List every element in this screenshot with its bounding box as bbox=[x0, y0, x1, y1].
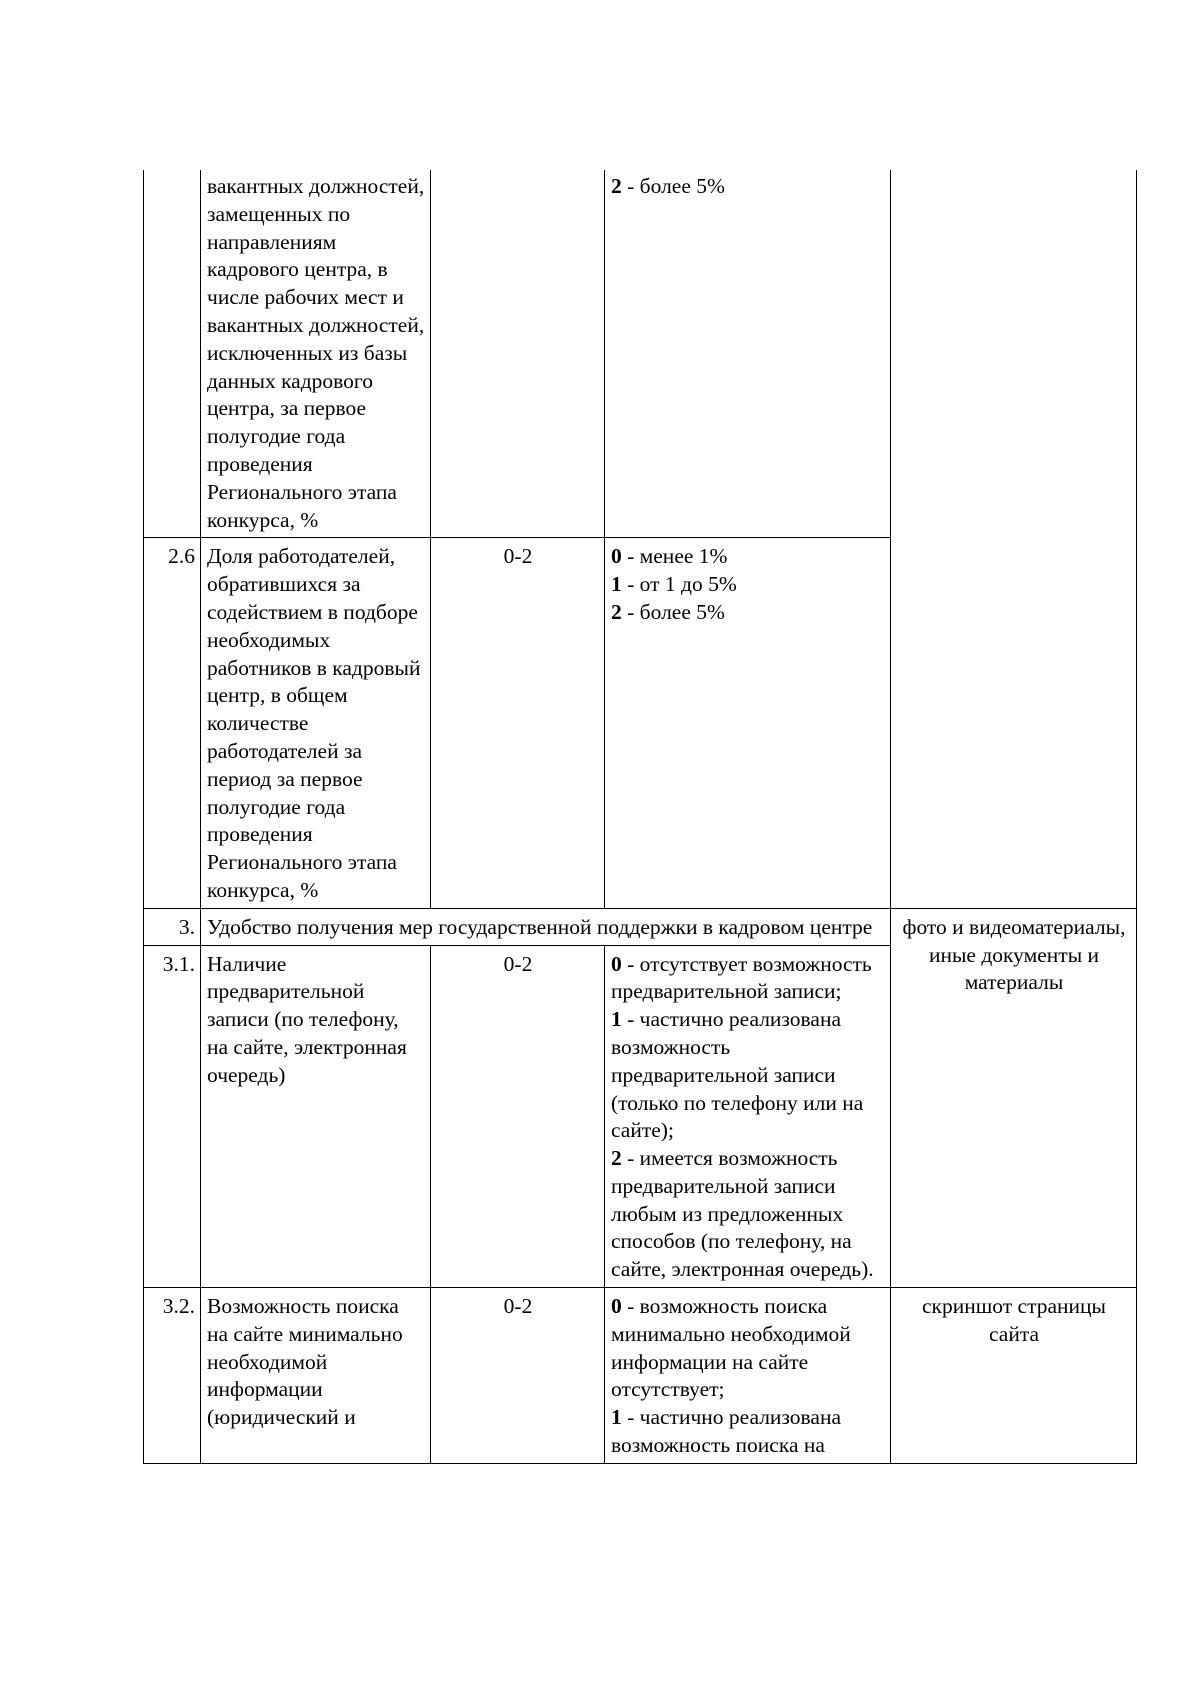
score-value: 0 bbox=[611, 544, 622, 569]
evidence-cell bbox=[891, 170, 1137, 908]
score-value: 1 bbox=[611, 572, 622, 597]
score-value: 0 bbox=[611, 1294, 622, 1319]
score-description: - возможность поиска минимально необходимой информации на сайте отсутствует; bbox=[611, 1294, 851, 1402]
criteria-table bbox=[143, 170, 1137, 1464]
scale-cell bbox=[605, 1288, 891, 1464]
scale-cell bbox=[605, 945, 891, 1288]
scale-line bbox=[611, 1145, 885, 1284]
range-cell bbox=[431, 170, 605, 538]
table-row bbox=[144, 1288, 1137, 1464]
row-number-cell: 3. bbox=[144, 908, 201, 945]
score-value: 2 bbox=[611, 599, 622, 624]
scale-line bbox=[611, 571, 885, 599]
score-description: - частично реализована возможность предварительной записи (только по телефону или на сайте); bbox=[611, 1007, 864, 1143]
scale-cell bbox=[605, 170, 891, 538]
score-value: 2 bbox=[611, 174, 622, 198]
scale-line bbox=[611, 1293, 885, 1404]
row-number-cell: 2.6 bbox=[144, 538, 201, 908]
score-value: 1 bbox=[611, 1007, 622, 1032]
score-description: - более 5% bbox=[621, 599, 725, 624]
section-row bbox=[144, 908, 1137, 945]
range-cell: 0-2 bbox=[431, 538, 605, 908]
scale-line bbox=[611, 1006, 885, 1145]
row-number-cell: 3.2. bbox=[144, 1288, 201, 1464]
scale-line bbox=[611, 1404, 885, 1460]
score-value: 0 bbox=[611, 951, 622, 976]
score-description: - от 1 до 5% bbox=[621, 572, 737, 597]
indicator-cell: вакантных должностей, замещенных по направлениям кадрового центра, в числе рабочих мест и вакантных должностей, исключенных из базы данных кадрового центра, за первое полугодие года проведения Регионального этапа конкурса, % bbox=[201, 170, 431, 538]
indicator-cell: Возможность поиска на сайте минимально необходимой информации (юридический и bbox=[201, 1288, 431, 1464]
range-cell: 0-2 bbox=[431, 1288, 605, 1464]
score-description: - частично реализована возможность поиска на bbox=[611, 1405, 842, 1458]
scale-cell bbox=[605, 538, 891, 908]
score-description: - менее 1% bbox=[621, 544, 728, 569]
scale-line bbox=[611, 599, 885, 627]
indicator-cell: Наличие предварительной записи (по телефону, на сайте, электронная очередь) bbox=[201, 945, 431, 1288]
evidence-cell: фото и видеоматериалы, иные документы и материалы bbox=[891, 908, 1137, 1287]
indicator-cell: Доля работодателей, обратившихся за содействием в подборе необходимых работников в кадровый центр, в общем количестве работодателей за период за первое полугодие года проведения Регионального этапа конкурса, % bbox=[201, 538, 431, 908]
score-description: - имеется возможность предварительной записи любым из предложенных способов (по телефону, на сайте, электронная очередь). bbox=[611, 1146, 874, 1282]
score-value: 1 bbox=[611, 1405, 622, 1430]
evidence-cell: скриншот страницы сайта bbox=[891, 1288, 1137, 1464]
row-number-cell bbox=[144, 170, 201, 538]
row-number-cell: 3.1. bbox=[144, 945, 201, 1288]
scale-line bbox=[611, 951, 885, 1007]
scale-line bbox=[611, 543, 885, 571]
section-title: Удобство получения мер государственной поддержки в кадровом центре bbox=[201, 908, 891, 945]
range-cell: 0-2 bbox=[431, 945, 605, 1288]
table-row bbox=[144, 170, 1137, 538]
score-description: - отсутствует возможность предварительной записи; bbox=[611, 951, 872, 1004]
scale-line bbox=[611, 173, 885, 201]
score-description: - более 5% bbox=[621, 174, 725, 198]
score-value: 2 bbox=[611, 1146, 622, 1171]
